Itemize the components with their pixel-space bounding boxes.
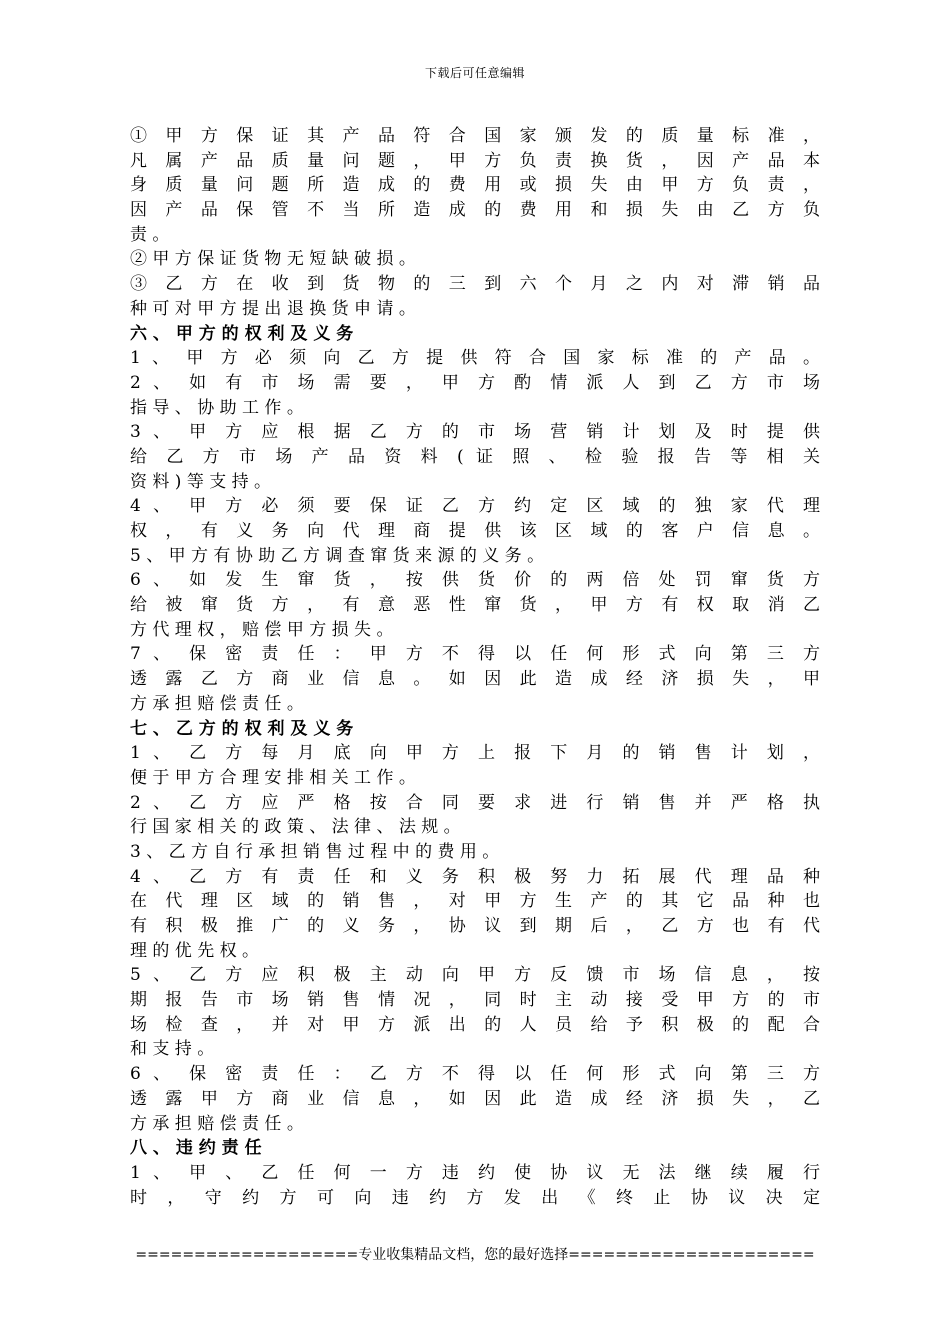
text-line: 5 、 乙 方 应 积 极 主 动 向 甲 方 反 馈 市 场 信 息 ， 按: [130, 965, 820, 986]
text-line: 方 代 理 权 ， 赔 偿 甲 方 损 失 。: [130, 619, 394, 640]
text-line: 行 国 家 相 关 的 政 策 、 法 律 、 法 规 。: [130, 817, 461, 838]
document-body: [130, 124, 820, 1210]
text-line: 4 、 甲 方 必 须 要 保 证 乙 方 约 定 区 域 的 独 家 代 理: [130, 496, 820, 517]
text-line: 有 积 极 推 广 的 义 务 ， 协 议 到 期 后 ， 乙 方 也 有 代: [130, 916, 820, 936]
text-line: 1 、 甲 、 乙 任 何 一 方 违 约 使 协 议 无 法 继 续 履 行: [130, 1162, 820, 1183]
text-line: 和 支 持 。: [130, 1039, 215, 1060]
text-line: 资 料 ) 等 支 持 。: [130, 471, 272, 492]
section-heading: 七 、 乙 方 的 权 利 及 义 务: [130, 718, 354, 739]
text-line: 3 、 甲 方 应 根 据 乙 方 的 市 场 营 销 计 划 及 时 提 供: [130, 422, 820, 443]
text-line: 6 、 如 发 生 窜 货 ， 按 供 货 价 的 两 倍 处 罚 窜 货 方: [130, 570, 820, 591]
text-line: 1 、 乙 方 每 月 底 向 甲 方 上 报 下 月 的 销 售 计 划 ，: [130, 743, 820, 764]
text-line: 在 代 理 区 域 的 销 售 ， 对 甲 方 生 产 的 其 它 品 种 也: [130, 891, 820, 912]
text-line: 方 承 担 赔 偿 责 任 。: [130, 1113, 304, 1134]
text-line: 理 的 优 先 权 。: [130, 940, 260, 961]
text-line: 透 露 甲 方 商 业 信 息 ， 如 因 此 造 成 经 济 损 失 ， 乙: [130, 1088, 820, 1109]
section-heading: 六 、 甲 方 的 权 利 及 义 务: [130, 323, 354, 344]
text-line: 给 被 窜 货 方 ， 有 意 恶 性 窜 货 ， 甲 方 有 权 取 消 乙: [130, 595, 820, 616]
text-line: 指 导 、 协 助 工 作 。: [130, 397, 304, 418]
text-line: 5 、 甲 方 有 协 助 乙 方 调 查 窜 货 来 源 的 义 务 。: [130, 545, 545, 566]
text-line: 场 检 查 ， 并 对 甲 方 派 出 的 人 员 给 予 积 极 的 配 合: [130, 1014, 820, 1035]
text-line: 方 承 担 赔 偿 责 任 。: [130, 693, 304, 714]
text-line: 给 乙 方 市 场 产 品 资 料 ( 证 照 、 检 验 报 告 等 相 关: [130, 446, 820, 467]
text-line: 期 报 告 市 场 销 售 情 况 ， 同 时 主 动 接 受 甲 方 的 市: [130, 990, 820, 1011]
text-line: 种 可 对 甲 方 提 出 退 换 货 申 请 。: [130, 298, 416, 319]
page-header: 下载后可任意编辑: [424, 66, 525, 80]
text-line: 4 、 乙 方 有 责 任 和 义 务 积 极 努 力 拓 展 代 理 品 种: [130, 866, 820, 887]
section-heading: 八 、 违 约 责 任: [130, 1138, 262, 1159]
text-line: 责 。: [130, 224, 170, 245]
text-line: ② 甲 方 保 证 货 物 无 短 缺 破 损 。: [130, 249, 416, 270]
text-line: 1 、 甲 方 必 须 向 乙 方 提 供 符 合 国 家 标 准 的 产 品 。: [130, 348, 820, 369]
text-line: 3 、 乙 方 自 行 承 担 销 售 过 程 中 的 费 用 。: [130, 841, 500, 862]
text-line: 透 露 乙 方 商 业 信 息 。 如 因 此 造 成 经 济 损 失 ， 甲: [130, 669, 820, 690]
text-line: ③ 乙 方 在 收 到 货 物 的 三 到 六 个 月 之 内 对 滞 销 品: [130, 274, 820, 295]
text-line: ① 甲 方 保 证 其 产 品 符 合 国 家 颁 发 的 质 量 标 准 ，: [130, 126, 820, 146]
text-line: 时 ， 守 约 方 可 向 违 约 方 发 出 《 终 止 协 议 决 定: [130, 1187, 820, 1208]
text-line: 6 、 保 密 责 任 ： 乙 方 不 得 以 任 何 形 式 向 第 三 方: [130, 1064, 820, 1085]
text-line: 2 、 乙 方 应 严 格 按 合 同 要 求 进 行 销 售 并 严 格 执: [130, 792, 820, 813]
text-line: 7 、 保 密 责 任 ： 甲 方 不 得 以 任 何 形 式 向 第 三 方: [130, 644, 820, 665]
text-line: 身 质 量 问 题 所 造 成 的 费 用 或 损 失 由 甲 方 负 责 ，: [130, 175, 820, 196]
text-line: 权 ， 有 义 务 向 代 理 商 提 供 该 区 域 的 客 户 信 息 。: [130, 521, 820, 541]
text-line: 便 于 甲 方 合 理 安 排 相 关 工 作 。: [130, 767, 416, 788]
page-footer: ===================专业收集精品文档，您的最好选择=====================: [135, 1247, 815, 1263]
text-line: 2 、 如 有 市 场 需 要 ， 甲 方 酌 情 派 人 到 乙 方 市 场: [130, 372, 820, 393]
text-line: 因 产 品 保 管 不 当 所 造 成 的 费 用 和 损 失 由 乙 方 负: [130, 200, 820, 221]
text-line: 凡 属 产 品 质 量 问 题 ， 甲 方 负 责 换 货 ， 因 产 品 本: [130, 150, 820, 171]
